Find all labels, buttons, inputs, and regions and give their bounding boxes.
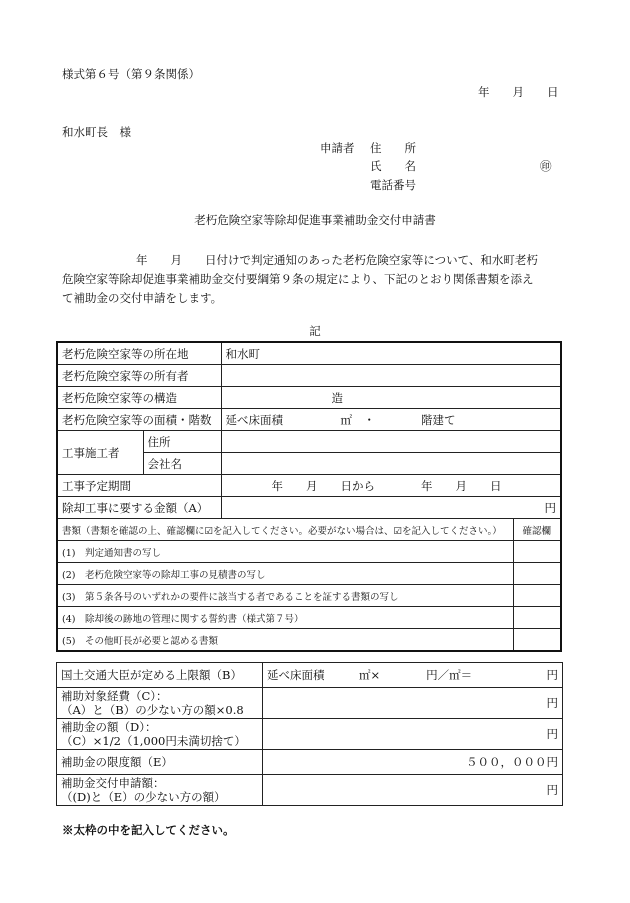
addressee: 和水町長 様 (62, 125, 131, 139)
docs-header: 書類（書類を確認の上、確認欄に☑を記入してください。必要がない場合は、☑を記入してください。） (57, 519, 513, 541)
amount-label (57, 719, 263, 750)
target-label-1: 補助対象経費（C）： (61, 689, 168, 703)
period-label: 工事予定期間 (57, 475, 221, 497)
contractor-company-value[interactable] (221, 453, 561, 475)
area-label: 老朽危険空家等の面積・階数 (57, 409, 221, 431)
location-label: 老朽危険空家等の所在地 (57, 342, 221, 365)
date-line: 年 月 日 (478, 85, 559, 99)
contractor-label: 工事施工者 (57, 431, 143, 475)
doc-row (57, 585, 561, 607)
ki-label: 記 (309, 324, 321, 338)
amount-value[interactable]: 円 (263, 719, 563, 750)
owner-value[interactable] (221, 365, 561, 387)
contractor-address-value[interactable] (221, 431, 561, 453)
doc-checkbox[interactable] (513, 563, 561, 585)
applicant-address-label: 住 所 (370, 141, 416, 155)
amount-label-1: 補助金の額（D）： (61, 720, 157, 734)
contractor-company-label: 会社名 (143, 453, 221, 475)
doc-item: (1) 判定通知書の写し (57, 541, 513, 563)
period-row (57, 475, 561, 497)
apply-label (57, 775, 263, 806)
period-value[interactable]: 年 月 日から 年 月 日 (221, 475, 561, 497)
location-row (57, 342, 561, 365)
apply-label-2: （(D)と（E）の少ない方の額） (61, 790, 226, 804)
limit-row (57, 663, 563, 688)
applicant-label: 申請者 (320, 141, 355, 155)
seal-mark: ㊞ (540, 159, 552, 173)
applicant-phone-label: 電話番号 (370, 178, 416, 192)
max-label: 補助金の限度額（E） (57, 750, 263, 775)
target-row (57, 688, 563, 719)
amount-row (57, 719, 563, 750)
confirm-header: 確認欄 (513, 519, 561, 541)
limit-yen: 円 (546, 668, 558, 682)
max-value: ５００，０００円 (263, 750, 563, 775)
doc-item: (3) 第５条各号のいずれかの要件に該当する者であることを証する書類の写し (57, 585, 513, 607)
target-label (57, 688, 263, 719)
document-title: 老朽危険空家等除却促進事業補助金交付申請書 (194, 213, 436, 227)
doc-row (57, 563, 561, 585)
doc-checkbox[interactable] (513, 585, 561, 607)
owner-row (57, 365, 561, 387)
form-number: 様式第６号（第９条関係） (62, 67, 200, 81)
doc-item: (2) 老朽危険空家等の除却工事の見積書の写し (57, 563, 513, 585)
doc-row (57, 541, 561, 563)
area-value[interactable]: 延べ床面積 ㎡ ・ 階建て (221, 409, 561, 431)
doc-checkbox[interactable] (513, 607, 561, 629)
docs-header-row (57, 519, 561, 541)
cost-value[interactable]: 円 (221, 497, 561, 519)
limit-label: 国土交通大臣が定める上限額（B） (57, 663, 263, 688)
location-value[interactable]: 和水町 (221, 342, 561, 365)
limit-value: 延べ床面積 ㎡× 円／㎡＝ (267, 668, 473, 682)
structure-row (57, 387, 561, 409)
apply-label-1: 補助金交付申請額： (61, 776, 165, 790)
calculation-table (56, 662, 563, 806)
note: ※太枠の中を記入してください。 (62, 823, 235, 837)
limit-value-cell[interactable] (263, 663, 563, 688)
doc-row (57, 607, 561, 629)
apply-value[interactable]: 円 (263, 775, 563, 806)
contractor-address-row (57, 431, 561, 453)
doc-item: (4) 除却後の跡地の管理に関する誓約書（様式第７号） (57, 607, 513, 629)
target-value[interactable]: 円 (263, 688, 563, 719)
doc-checkbox[interactable] (513, 629, 561, 652)
doc-item: (5) その他町長が必要と認める書類 (57, 629, 513, 652)
area-row (57, 409, 561, 431)
application-table (56, 341, 562, 652)
contractor-address-label: 住所 (143, 431, 221, 453)
cost-label: 除却工事に要する金額（A） (57, 497, 221, 519)
doc-row (57, 629, 561, 652)
body-line-2: 危険空家等除却促進事業補助金交付要綱第９条の規定により、下記のとおり関係書類を添え (62, 272, 534, 286)
amount-label-2: （C）×1/2（1,000円未満切捨て） (61, 734, 246, 748)
apply-row (57, 775, 563, 806)
max-row (57, 750, 563, 775)
doc-checkbox[interactable] (513, 541, 561, 563)
owner-label: 老朽危険空家等の所有者 (57, 365, 221, 387)
body-line-1: 年 月 日付けで判定通知のあった老朽危険空家等について、和水町老朽 (136, 253, 538, 267)
cost-row (57, 497, 561, 519)
applicant-name-label: 氏 名 (370, 159, 416, 173)
body-line-3: て補助金の交付申請をします。 (62, 291, 223, 305)
target-label-2: （A）と（B）の少ない方の額×0.8 (61, 703, 244, 717)
structure-label: 老朽危険空家等の構造 (57, 387, 221, 409)
structure-value[interactable]: 造 (221, 387, 561, 409)
